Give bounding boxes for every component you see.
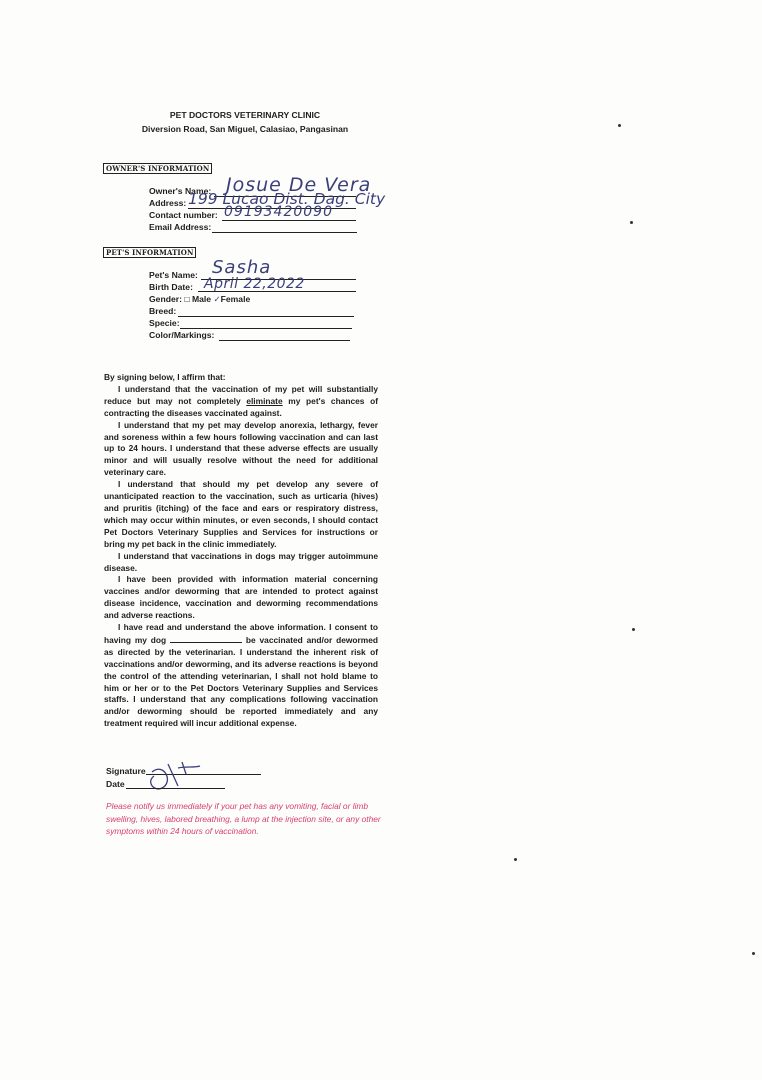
consent-paragraph-6: I have read and understand the above information. I consent to having my dog be vaccinated and/or dewormed as directed by the veterinarian. I understand the inherent risk of vaccinations and/or deworming, and its adverse reactions is beyond the control of the attending veterinarian, I shall not hold blame to him or her or to the Pet Doctors Veterinary Supplies and Services staffs. I understand that any complications following vaccination and/or deworming should be reported immediately and any treatment required will incur additional expense.	[104, 622, 378, 729]
scan-speck	[752, 952, 755, 955]
date-line[interactable]	[126, 788, 225, 789]
scan-speck	[618, 124, 621, 127]
consent-text	[104, 372, 378, 730]
pet-name-label: Pet's Name:	[149, 270, 198, 280]
pet-name-value[interactable]: Sasha	[212, 257, 272, 278]
male-checkbox[interactable]: □	[184, 294, 190, 304]
male-option-label: Male	[191, 294, 212, 304]
birth-date-label: Birth Date:	[149, 282, 193, 292]
pet-section-heading: PET'S INFORMATION	[103, 247, 196, 258]
contact-value[interactable]: 09193420090	[224, 204, 333, 220]
email-line	[212, 232, 357, 233]
gender-row	[149, 294, 250, 306]
color-markings-label: Color/Markings:	[149, 330, 215, 340]
birth-date-value[interactable]: April 22,2022	[204, 276, 305, 292]
owner-name-label: Owner's Name:	[149, 186, 212, 196]
signature-scribble	[134, 742, 204, 792]
breed-label: Breed:	[149, 306, 177, 316]
date-label: Date	[106, 779, 125, 789]
owner-section-heading: OWNER'S INFORMATION	[103, 163, 212, 174]
breed-line[interactable]	[178, 316, 354, 317]
email-label: Email Address:	[149, 222, 212, 232]
specie-label: Specie:	[149, 318, 180, 328]
clinic-address: Diversion Road, San Miguel, Calasiao, Pangasinan	[141, 124, 349, 134]
female-option-label: Female	[220, 294, 251, 304]
clinic-name: PET DOCTORS VETERINARY CLINIC	[169, 110, 321, 120]
specie-line[interactable]	[180, 328, 352, 329]
dog-name-blank[interactable]	[170, 634, 242, 643]
consent-intro: By signing below, I affirm that:	[104, 372, 226, 382]
address-value[interactable]: 199 Lucao Dist. Dag. City	[188, 190, 386, 208]
consent-paragraph-1: I understand that the vaccination of my pet will substantially reduce but may not completely eliminate my pet's chances of contracting the diseases vaccinated against.	[104, 383, 378, 418]
post-vaccination-notice: Please notify us immediately if your pet has any vomiting, facial or limb swelling, hives, labored breathing, a lump at the injection site, or any other symptoms within 24 hours of vaccination.	[106, 801, 381, 836]
consent-paragraph-2: I understand that my pet may develop anorexia, lethargy, fever and soreness within a few hours following vaccination and can last up to 24 hours. I understand that these adverse effects are usually minor and will usually resolve without the need for additional veterinary care.	[104, 419, 378, 478]
color-markings-line[interactable]	[219, 340, 350, 341]
scan-speck	[514, 858, 517, 861]
gender-label: Gender:	[149, 294, 182, 304]
consent-paragraph-4: I understand that vaccinations in dogs may trigger autoimmune disease.	[104, 550, 378, 573]
owner-name-value[interactable]: Josue De Vera	[226, 174, 372, 196]
contact-label: Contact number:	[149, 210, 218, 220]
signature-label: Signature	[106, 766, 146, 776]
scan-speck	[630, 221, 633, 224]
address-label: Address:	[149, 198, 187, 208]
contact-line	[222, 220, 356, 221]
female-checkmark-icon[interactable]: ✓	[213, 295, 221, 305]
clinic-header	[0, 108, 490, 136]
consent-paragraph-5: I have been provided with information material concerning vaccines and/or deworming that are intended to protect against disease incidence, vaccination and deworming recommendations and adverse reactions.	[104, 574, 378, 621]
consent-paragraph-3: I understand that should my pet develop any severe of unanticipated reaction to the vaccination, such as urticaria (hives) and pruritis (itching) of the face and ears or respiratory distress, which may occur within minutes, or even seconds, I should contact Pet Doctors Veterinary Supplies and Services for instructions or bring my pet back in the clinic immediately.	[104, 479, 378, 549]
scan-speck	[632, 628, 635, 631]
